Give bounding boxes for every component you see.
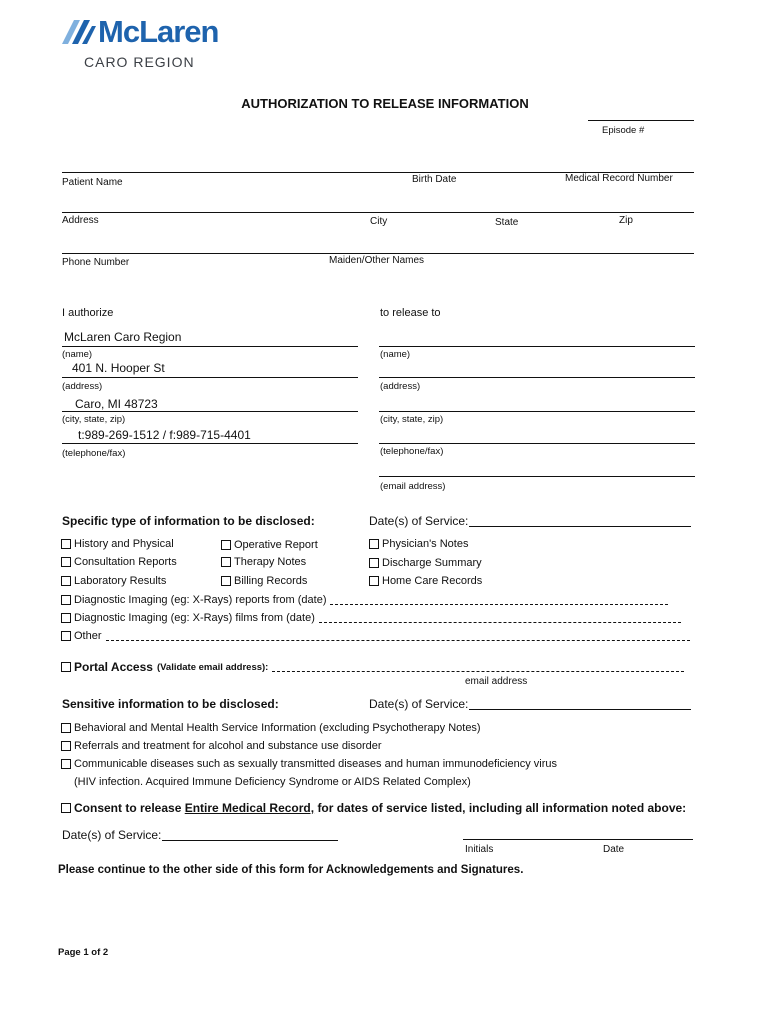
imaging-reports-date-field[interactable] <box>330 595 668 605</box>
from-city-line <box>62 411 358 412</box>
imaging-reports-checkbox[interactable]: Diagnostic Imaging (eg: X-Rays) reports from (date) <box>61 594 668 606</box>
checkbox-icon <box>61 723 71 733</box>
operative-report-checkbox[interactable]: Operative Report <box>221 539 318 551</box>
from-name-label: (name) <box>62 349 93 360</box>
sensitive-dates-field[interactable] <box>469 709 691 710</box>
to-phone-label: (telephone/fax) <box>380 446 444 457</box>
zip-label: Zip <box>619 215 633 226</box>
to-city-label: (city, state, zip) <box>380 414 444 425</box>
checkbox-icon <box>61 576 71 586</box>
from-city-label: (city, state, zip) <box>62 414 126 425</box>
home-care-records-checkbox[interactable]: Home Care Records <box>369 575 482 587</box>
from-phone-label: (telephone/fax) <box>62 448 126 459</box>
initials-label: Initials <box>465 844 494 855</box>
phone-label: Phone Number <box>62 257 130 268</box>
episode-field[interactable] <box>588 120 694 121</box>
portal-access-checkbox[interactable]: Portal Access (Validate email address): <box>61 660 684 674</box>
from-address-line <box>62 377 358 378</box>
from-name-value[interactable]: McLaren Caro Region <box>64 330 182 344</box>
specific-heading: Specific type of information to be disclosed: <box>62 514 315 528</box>
checkbox-icon <box>61 741 71 751</box>
checkbox-icon <box>61 662 71 672</box>
specific-dates-label: Date(s) of Service: <box>369 514 469 528</box>
city-label: City <box>370 216 388 227</box>
consent-dates-label: Date(s) of Service: <box>62 828 162 842</box>
episode-label: Episode # <box>602 125 645 136</box>
checkbox-icon <box>369 539 379 549</box>
laboratory-results-checkbox[interactable]: Laboratory Results <box>61 575 166 587</box>
other-field[interactable] <box>106 631 690 641</box>
checkbox-icon <box>61 539 71 549</box>
imaging-films-date-field[interactable] <box>319 613 681 623</box>
checkbox-icon <box>61 631 71 641</box>
checkbox-icon <box>369 576 379 586</box>
patient-name-label: Patient Name <box>62 177 123 188</box>
hiv-note: (HIV infection. Acquired Immune Deficiency Syndrome or AIDS Related Complex) <box>74 776 471 788</box>
to-name-field[interactable] <box>379 346 695 347</box>
initials-date-field[interactable] <box>463 839 693 840</box>
therapy-notes-checkbox[interactable]: Therapy Notes <box>221 556 306 568</box>
physicians-notes-checkbox[interactable]: Physician's Notes <box>369 538 468 550</box>
form-title: AUTHORIZATION TO RELEASE INFORMATION <box>241 96 529 111</box>
to-email-label: (email address) <box>380 481 446 492</box>
to-email-field[interactable] <box>379 476 695 477</box>
portal-email-caption: email address <box>465 676 528 687</box>
checkbox-icon <box>221 557 231 567</box>
state-label: State <box>495 217 519 228</box>
to-phone-field[interactable] <box>379 443 695 444</box>
consent-dates-field[interactable] <box>162 840 338 841</box>
portal-email-field[interactable] <box>272 662 684 672</box>
mrn-label: Medical Record Number <box>565 173 673 184</box>
checkbox-icon <box>61 595 71 605</box>
date-label: Date <box>603 844 625 855</box>
checkbox-icon <box>61 557 71 567</box>
address-line[interactable] <box>62 212 694 213</box>
checkbox-icon <box>61 803 71 813</box>
logo-name: McLaren <box>98 14 219 49</box>
to-city-field[interactable] <box>379 411 695 412</box>
logo-region: CARO REGION <box>84 54 195 70</box>
consultation-reports-checkbox[interactable]: Consultation Reports <box>61 556 177 568</box>
checkbox-icon <box>61 759 71 769</box>
mclaren-logo-mark-icon <box>60 16 100 48</box>
other-checkbox[interactable]: Other <box>61 630 690 642</box>
billing-records-checkbox[interactable]: Billing Records <box>221 575 307 587</box>
from-city-value[interactable]: Caro, MI 48723 <box>75 397 158 411</box>
checkbox-icon <box>221 540 231 550</box>
checkbox-icon <box>369 558 379 568</box>
i-authorize-label: I authorize <box>62 307 114 319</box>
sensitive-dates-label: Date(s) of Service: <box>369 697 469 711</box>
page-label: Page 1 of 2 <box>58 947 109 958</box>
to-address-label: (address) <box>380 381 421 392</box>
to-address-field[interactable] <box>379 377 695 378</box>
to-name-label: (name) <box>380 349 411 360</box>
from-address-label: (address) <box>62 381 103 392</box>
mclaren-logo <box>60 14 260 79</box>
maiden-label: Maiden/Other Names <box>329 255 425 266</box>
sensitive-heading: Sensitive information to be disclosed: <box>62 697 279 711</box>
phone-maiden-line[interactable] <box>62 253 694 254</box>
from-phone-value[interactable]: t:989-269-1512 / f:989-715-4401 <box>78 428 251 442</box>
from-phone-line <box>62 443 358 444</box>
continue-note: Please continue to the other side of this form for Acknowledgements and Signatures. <box>58 864 524 876</box>
from-address-value[interactable]: 401 N. Hooper St <box>72 361 165 375</box>
checkbox-icon <box>61 613 71 623</box>
address-label: Address <box>62 215 99 226</box>
birth-date-label: Birth Date <box>412 174 457 185</box>
consent-checkbox[interactable]: Consent to release Entire Medical Record, for dates of service listed, including all information noted above: <box>61 801 686 815</box>
discharge-summary-checkbox[interactable]: Discharge Summary <box>369 557 482 569</box>
behavioral-health-checkbox[interactable]: Behavioral and Mental Health Service Information (excluding Psychotherapy Notes) <box>61 722 481 734</box>
specific-dates-field[interactable] <box>469 526 691 527</box>
from-name-line <box>62 346 358 347</box>
checkbox-icon <box>221 576 231 586</box>
history-physical-checkbox[interactable]: History and Physical <box>61 538 174 550</box>
communicable-diseases-checkbox[interactable]: Communicable diseases such as sexually transmitted diseases and human immunodeficiency virus <box>61 758 557 770</box>
release-to-label: to release to <box>380 307 441 319</box>
substance-use-checkbox[interactable]: Referrals and treatment for alcohol and substance use disorder <box>61 740 382 752</box>
imaging-films-checkbox[interactable]: Diagnostic Imaging (eg: X-Rays) films from (date) <box>61 612 681 624</box>
